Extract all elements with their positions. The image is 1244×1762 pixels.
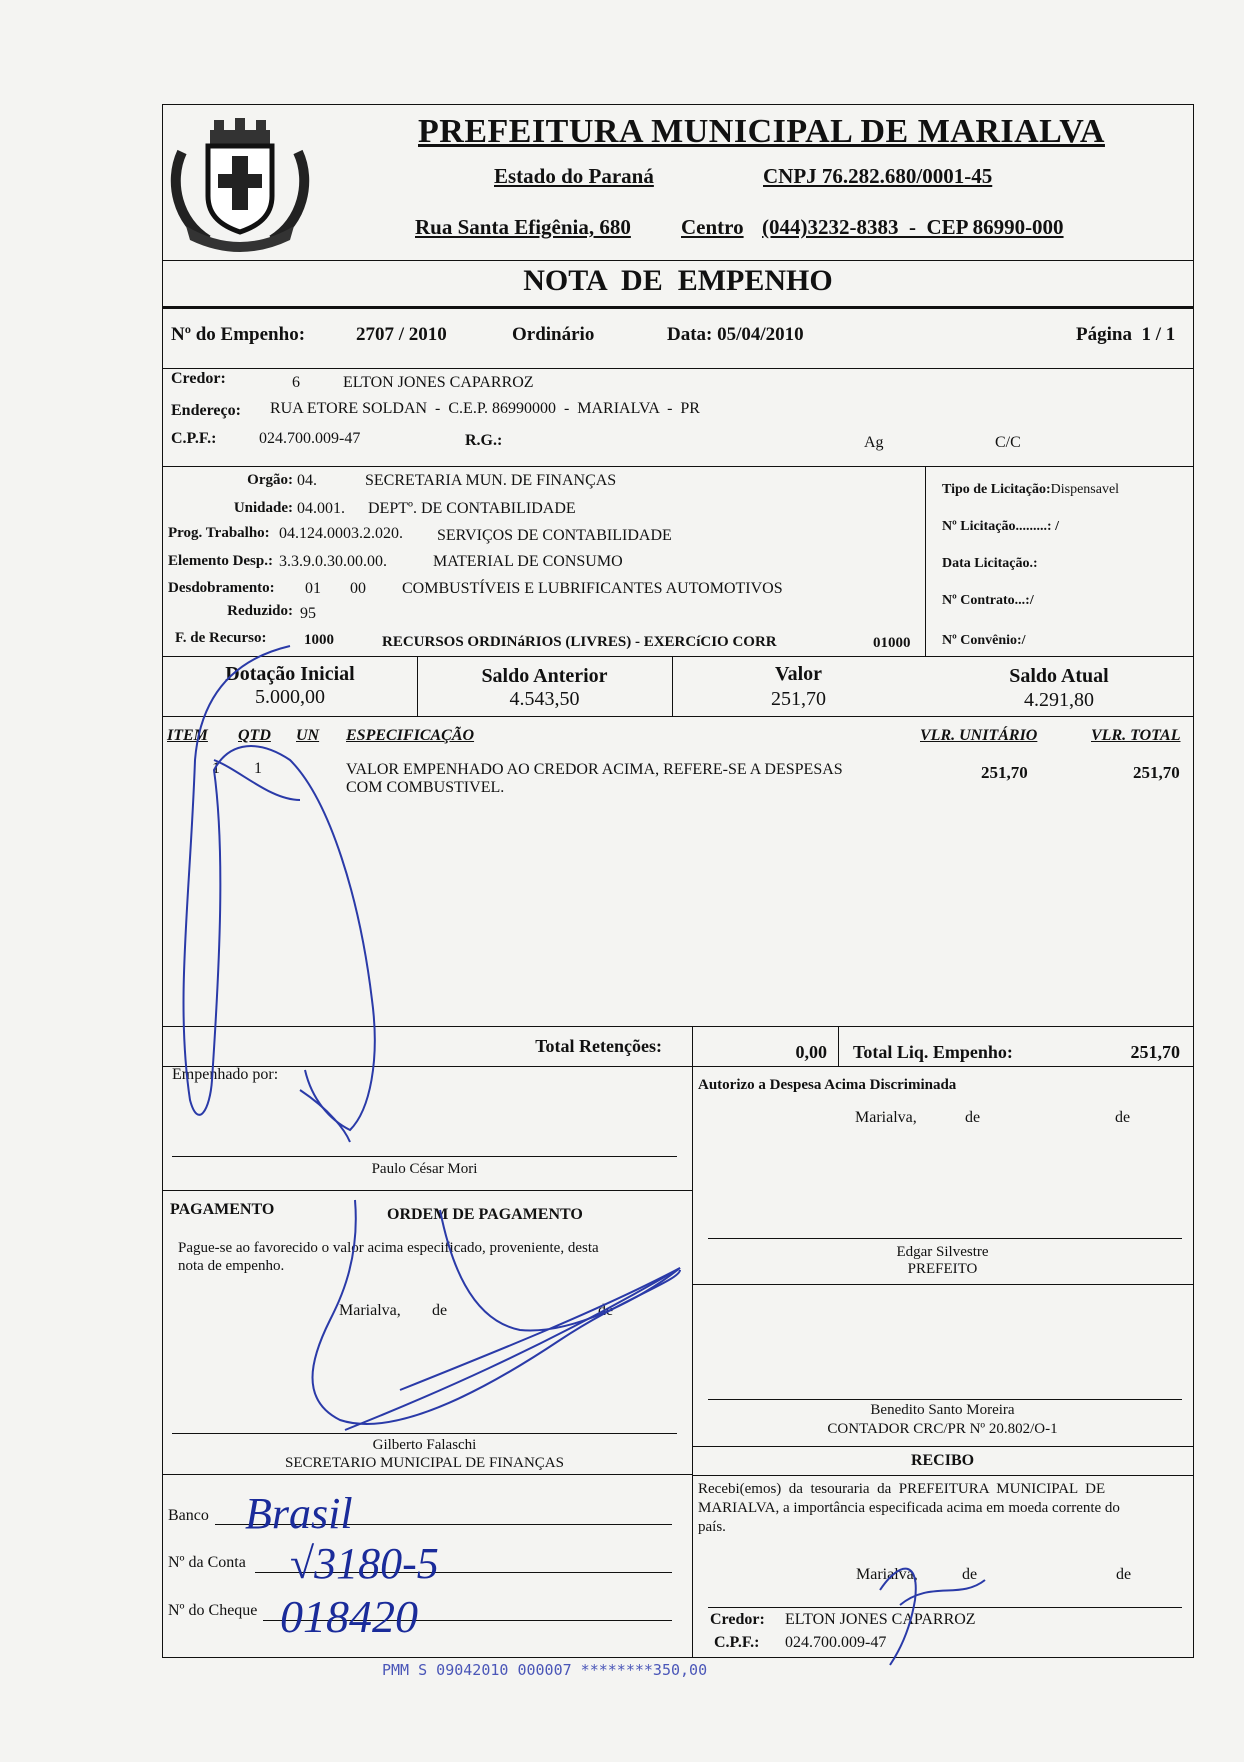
empenhado-nome: Paulo César Mori bbox=[371, 1161, 478, 1177]
recibo-cidade: Marialva, bbox=[856, 1566, 918, 1583]
orgao-nome: SECRETARIA MUN. DE FINANÇAS bbox=[365, 472, 617, 489]
anterior-valor: 4.543,50 bbox=[509, 688, 580, 710]
col-vlr-unit: VLR. UNITÁRIO bbox=[920, 727, 1038, 744]
valor-valor: 251,70 bbox=[771, 688, 826, 710]
data-licitacao: Data Licitação.: bbox=[942, 556, 1038, 571]
header-rua: Rua Santa Efigênia, 680 bbox=[415, 215, 631, 239]
liq-label: Total Liq. Empenho: bbox=[853, 1042, 1013, 1062]
empenho-pagina: Página 1 / 1 bbox=[1076, 324, 1176, 345]
credor-endereco: RUA ETORE SOLDAN - C.E.P. 86990000 - MARIALVA - PR bbox=[270, 400, 700, 417]
col-un: UN bbox=[296, 727, 320, 744]
recibo-texto-1: Recebi(emos) da tesouraria da PREFEITURA MUNICIPAL DE bbox=[698, 1481, 1106, 1497]
recibo-de1: de bbox=[962, 1566, 978, 1583]
header-phone-cep: (044)3232-8383 - CEP 86990-000 bbox=[762, 215, 1064, 239]
desd-cod2: 00 bbox=[350, 580, 366, 597]
credor-codigo: 6 bbox=[292, 374, 300, 391]
col-item: ITEM bbox=[167, 727, 208, 744]
bank-stamp: PMM S 09042010 000007 ********350,00 bbox=[382, 1661, 708, 1679]
fonte-label: F. de Recurso: bbox=[175, 630, 267, 646]
autorizo-cidade: Marialva, bbox=[855, 1109, 917, 1126]
dotacao-valor: 5.000,00 bbox=[255, 686, 325, 708]
ag-label: Ag bbox=[864, 434, 884, 451]
tipo-licitacao: Tipo de Licitação:Dispensavel bbox=[942, 482, 1120, 497]
item-qtd: 1 bbox=[254, 760, 262, 777]
recibo-credor-label: Credor: bbox=[710, 1611, 765, 1628]
banco-label: Banco bbox=[168, 1507, 209, 1524]
empenho-numero: 2707 / 2010 bbox=[356, 324, 447, 345]
num-licitacao: Nº Licitação.........: / bbox=[942, 519, 1059, 534]
recibo-title: RECIBO bbox=[910, 1452, 975, 1469]
recibo-de2: de bbox=[1116, 1566, 1132, 1583]
fonte-cod2: 01000 bbox=[873, 635, 911, 651]
fonte-cod: 1000 bbox=[304, 632, 334, 648]
pagamento-de1: de bbox=[432, 1302, 448, 1319]
contador-nome: Benedito Santo Moreira bbox=[870, 1402, 1015, 1418]
pagamento-texto-1: Pague-se ao favorecido o valor acima especificado, proveniente, desta bbox=[178, 1240, 599, 1256]
autorizo-de1: de bbox=[965, 1109, 981, 1126]
desd-nome: COMBUSTÍVEIS E LUBRIFICANTES AUTOMOTIVOS bbox=[402, 580, 783, 597]
recibo-cpf-label: C.P.F.: bbox=[714, 1634, 760, 1651]
header-title: PREFEITURA MUNICIPAL DE MARIALVA bbox=[418, 113, 1105, 150]
header-cnpj: CNPJ 76.282.680/0001-45 bbox=[763, 164, 993, 188]
rg-label: R.G.: bbox=[465, 432, 503, 449]
recibo-texto-2: MARIALVA, a importância especificada acima em moeda corrente do bbox=[698, 1500, 1120, 1516]
header-centro: Centro bbox=[681, 215, 744, 239]
secretario-nome: Gilberto Falaschi bbox=[372, 1437, 477, 1453]
cpf-label: C.P.F.: bbox=[171, 430, 217, 447]
secretario-cargo: SECRETARIO MUNICIPAL DE FINANÇAS bbox=[285, 1455, 564, 1471]
empenhado-label: Empenhado por: bbox=[172, 1066, 279, 1083]
anterior-label: Saldo Anterior bbox=[481, 665, 608, 687]
col-espec: ESPECIFICAÇÃO bbox=[346, 727, 475, 744]
recibo-cpf: 024.700.009-47 bbox=[785, 1634, 887, 1651]
item-vlr-total: 251,70 bbox=[1133, 763, 1180, 782]
atual-label: Saldo Atual bbox=[1009, 665, 1109, 687]
unidade-cod: 04.001. bbox=[297, 500, 345, 517]
credor-label: Credor: bbox=[171, 370, 226, 387]
cc-label: C/C bbox=[995, 434, 1021, 451]
endereco-label: Endereço: bbox=[171, 402, 241, 419]
dotacao-label: Dotação Inicial bbox=[225, 663, 355, 685]
num-contrato: Nº Contrato...:/ bbox=[942, 593, 1034, 608]
orgao-cod: 04. bbox=[297, 472, 317, 489]
cheque-label: Nº do Cheque bbox=[168, 1602, 258, 1619]
empenho-label: Nº do Empenho: bbox=[171, 324, 306, 345]
recibo-credor: ELTON JONES CAPARROZ bbox=[785, 1611, 976, 1628]
atual-valor: 4.291,80 bbox=[1024, 689, 1094, 711]
prog-cod: 04.124.0003.2.020. bbox=[279, 525, 403, 542]
item-espec-2: COM COMBUSTIVEL. bbox=[346, 779, 505, 796]
pagamento-cidade: Marialva, bbox=[339, 1302, 401, 1319]
autorizo-label: Autorizo a Despesa Acima Discriminada bbox=[698, 1077, 957, 1093]
item-num: 1 bbox=[212, 760, 220, 777]
valor-label: Valor bbox=[774, 663, 823, 685]
elem-label: Elemento Desp.: bbox=[168, 553, 273, 569]
col-qtd: QTD bbox=[238, 727, 271, 744]
elem-cod: 3.3.9.0.30.00.00. bbox=[279, 553, 387, 570]
pagamento-texto-2: nota de empenho. bbox=[178, 1258, 285, 1274]
contador-cargo: CONTADOR CRC/PR Nº 20.802/O-1 bbox=[827, 1421, 1058, 1437]
desd-label: Desdobramento: bbox=[168, 580, 275, 596]
conta-handwritten: √3180-5 bbox=[290, 1539, 439, 1588]
header-estado: Estado do Paraná bbox=[494, 164, 654, 188]
orgao-label: Orgão: bbox=[247, 472, 293, 488]
conta-label: Nº da Conta bbox=[168, 1554, 246, 1571]
liq-valor: 251,70 bbox=[1130, 1042, 1180, 1062]
unidade-nome: DEPTº. DE CONTABILIDADE bbox=[368, 500, 576, 517]
credor-nome: ELTON JONES CAPARROZ bbox=[343, 374, 534, 391]
credor-cpf: 024.700.009-47 bbox=[259, 430, 361, 447]
pagamento-label: PAGAMENTO bbox=[170, 1201, 275, 1218]
empenho-tipo: Ordinário bbox=[512, 324, 595, 345]
item-espec-1: VALOR EMPENHADO AO CREDOR ACIMA, REFERE-SE A DESPESAS bbox=[346, 761, 843, 778]
prefeito-cargo: PREFEITO bbox=[907, 1261, 978, 1277]
elem-nome: MATERIAL DE CONSUMO bbox=[433, 553, 623, 570]
autorizo-de2: de bbox=[1115, 1109, 1131, 1126]
reduzido-label: Reduzido: bbox=[227, 603, 293, 619]
retencoes-label: Total Retenções: bbox=[535, 1036, 662, 1056]
item-vlr-unit: 251,70 bbox=[981, 763, 1028, 782]
pagamento-de2: de bbox=[598, 1302, 614, 1319]
prefeito-nome: Edgar Silvestre bbox=[896, 1244, 989, 1260]
banco-handwritten: Brasil bbox=[245, 1489, 353, 1538]
prog-label: Prog. Trabalho: bbox=[168, 525, 270, 541]
doc-title: NOTA DE EMPENHO bbox=[523, 264, 833, 297]
num-convenio: Nº Convênio:/ bbox=[942, 633, 1026, 648]
col-vlr-total: VLR. TOTAL bbox=[1091, 727, 1181, 744]
recibo-texto-3: país. bbox=[698, 1519, 726, 1535]
retencoes-valor: 0,00 bbox=[795, 1042, 827, 1062]
fonte-nome: RECURSOS ORDINáRIOS (LIVRES) - EXERCíCIO CORR bbox=[382, 634, 777, 650]
ordem-pagamento: ORDEM DE PAGAMENTO bbox=[387, 1206, 583, 1223]
desd-cod1: 01 bbox=[305, 580, 321, 597]
unidade-label: Unidade: bbox=[233, 500, 293, 516]
cheque-handwritten: 018420 bbox=[280, 1591, 418, 1642]
reduzido-val: 95 bbox=[300, 605, 316, 622]
prog-nome: SERVIÇOS DE CONTABILIDADE bbox=[437, 527, 672, 544]
empenho-data: Data: 05/04/2010 bbox=[667, 324, 804, 345]
